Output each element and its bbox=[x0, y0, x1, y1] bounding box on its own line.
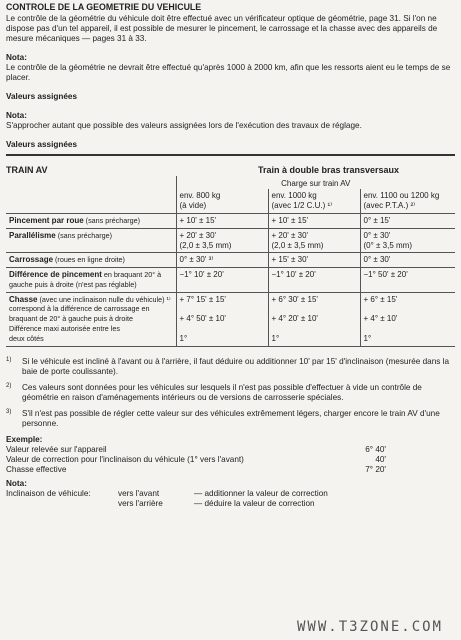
column-header: env. 800 kg (à vide) bbox=[176, 189, 268, 213]
value-cell: + 15' ± 30' bbox=[268, 253, 360, 268]
table-row bbox=[6, 268, 455, 293]
row-label: Parallélisme (sans précharge) bbox=[6, 228, 176, 253]
intro-paragraph: Le contrôle de la géométrie du véhicule doit être effectué avec un vérificateur optique de géométrie, page 31. Si l'on ne dispose pas d'un tel appareil, il est possible de mesurer le pincement, le carrossage et la chasse avec des appareils de mesure mécaniques — pages 31 à 33. bbox=[6, 13, 438, 43]
value-cell: 0° ± 30' bbox=[360, 253, 455, 268]
value-cell: 0° ± 30' (0° ± 3,5 mm) bbox=[360, 228, 455, 253]
value-cell: 0° ± 15' bbox=[360, 213, 455, 228]
example-row: Valeur de correction pour l'inclinaison du véhicule (1° vers l'avant) 40' bbox=[6, 454, 386, 464]
section-title: CONTROLE DE LA GEOMETRIE DU VEHICULE bbox=[6, 2, 202, 12]
example-label: Exemple: bbox=[6, 434, 43, 444]
column-header: env. 1000 kg (avec 1/2 C.U.) ¹⁾ bbox=[268, 189, 360, 213]
nota3-row: Inclinaison de véhicule: vers l'avant — additionner la valeur de correction bbox=[6, 488, 328, 498]
value-cell: −1° 10' ± 20' bbox=[268, 268, 360, 293]
nota1-label: Nota: bbox=[6, 52, 27, 62]
value-cell: + 20' ± 30' (2,0 ± 3,5 mm) bbox=[176, 228, 268, 253]
row-label: Pincement par roue (sans précharge) bbox=[6, 213, 176, 228]
footnote: 2) Ces valeurs sont données pour les véhicules sur lesquels il n'est pas possible d'effectuer à vide un contrôle de géométrie en raison d'aménagements intérieurs ou de versions de carrosserie spéciales. bbox=[6, 382, 422, 402]
nota3-label: Nota: bbox=[6, 478, 27, 488]
document-page bbox=[6, 0, 455, 509]
table-row bbox=[6, 292, 455, 346]
footnotes bbox=[6, 357, 455, 429]
table-row bbox=[6, 213, 455, 228]
table-row bbox=[6, 253, 455, 268]
column-header: env. 1100 ou 1200 kg (avec P.T.A.) ²⁾ bbox=[360, 189, 455, 213]
train-header bbox=[6, 156, 455, 176]
train-type: Train à double bras transversaux bbox=[257, 164, 400, 175]
nota2-text: S'approcher autant que possible des valeurs assignées lors de l'exécution des travaux de réglage. bbox=[6, 120, 362, 130]
table-row bbox=[6, 228, 455, 253]
train-label: TRAIN AV bbox=[6, 164, 48, 175]
charge-header-row bbox=[6, 176, 455, 190]
column-header-row bbox=[6, 189, 455, 213]
value-cell: + 20' ± 30' (2,0 ± 3,5 mm) bbox=[268, 228, 360, 253]
alignment-table bbox=[6, 176, 455, 347]
nota1-text: Le contrôle de la géométrie ne devrait être effectué qu'après 1000 à 2000 km, afin que les ressorts aient eu le temps de se placer. bbox=[6, 62, 451, 82]
example-row: Valeur relevée sur l'appareil 6° 40' bbox=[6, 444, 386, 454]
value-cell: 0° ± 30' ³⁾ bbox=[176, 253, 268, 268]
row-label: Différence de pincement en braquant 20° à gauche puis à droite (n'est pas réglable) bbox=[6, 268, 176, 293]
value-cell: + 7° 15' ± 15' + 4° 50' ± 10' 1° bbox=[176, 292, 268, 346]
row-label: Chasse (avec une inclinaison nulle du véhicule) ¹⁾ correspond à la différence de carrossage en braquant de 20° à gauche puis à droite Différence maxi autorisée entre les deux côtés bbox=[6, 292, 176, 346]
value-cell: + 6° 30' ± 15' + 4° 20' ± 10' 1° bbox=[268, 292, 360, 346]
nota3-row: vers l'arrière — déduire la valeur de correction bbox=[118, 498, 315, 508]
example-row: Chasse effective 7° 20' bbox=[6, 464, 386, 474]
footnote: 1) Si le véhicule est incliné à l'avant ou à l'arrière, il faut déduire ou additionner 10' par 15' d'inclinaison (mesurée dans la baie de porte coulissante). bbox=[6, 356, 449, 376]
row-label: Carrossage (roues en ligne droite) bbox=[6, 253, 176, 268]
footnote: 3) S'il n'est pas possible de régler cette valeur sur des véhicules extrêmement légers, charger encore le train AV d'une personne. bbox=[6, 408, 440, 428]
valeurs-heading-2: Valeurs assignées bbox=[6, 139, 78, 149]
value-cell: −1° 10' ± 20' bbox=[176, 268, 268, 293]
value-cell: + 10' ± 15' bbox=[268, 213, 360, 228]
watermark: WWW.T3ZONE.COM bbox=[296, 618, 443, 635]
charge-header: Charge sur train AV bbox=[176, 176, 455, 190]
value-cell: + 6° ± 15' + 4° ± 10' 1° bbox=[360, 292, 455, 346]
value-cell: + 10' ± 15' bbox=[176, 213, 268, 228]
value-cell: −1° 50' ± 20' bbox=[360, 268, 455, 293]
valeurs-heading-1: Valeurs assignées bbox=[6, 91, 78, 101]
nota2-label: Nota: bbox=[6, 110, 27, 120]
